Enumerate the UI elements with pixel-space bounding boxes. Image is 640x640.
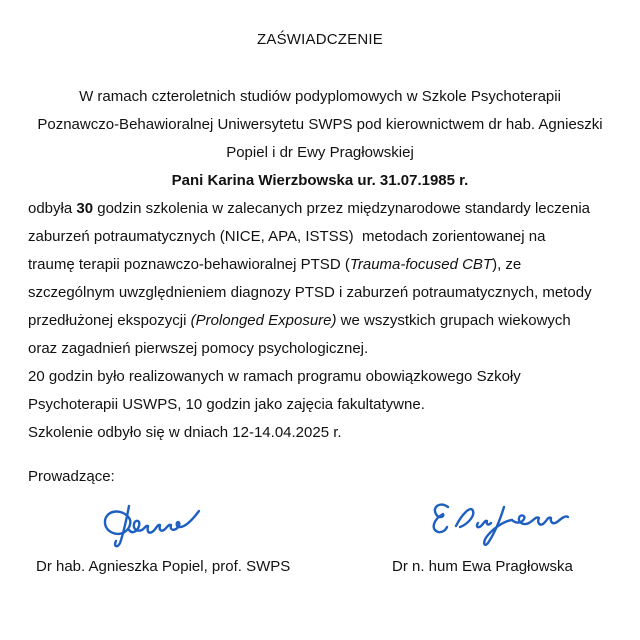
intro-paragraph xyxy=(24,83,616,195)
text-line: Szkolenie odbyło się w dniach 12-14.04.2025 r. xyxy=(28,424,342,441)
text-line: W ramach czteroletnich studiów podyplomowych w Szkole Psychoterapii xyxy=(79,88,561,105)
text-line: traumę terapii poznawczo-behawioralnej PTSD (Trauma-focused CBT), ze xyxy=(28,256,522,273)
text-line: Psychoterapii USWPS, 10 godzin jako zajęcia fakultatywne. xyxy=(28,396,425,413)
presenters-label: Prowadzące: xyxy=(28,468,115,485)
text-line: przedłużonej ekspozycji (Prolonged Exposure) we wszystkich grupach wiekowych xyxy=(28,312,571,329)
text-line: Pani Karina Wierzbowska ur. 31.07.1985 r. xyxy=(171,172,469,189)
popiel-signature-icon xyxy=(96,493,208,557)
text-line: Popiel i dr Ewy Pragłowskiej xyxy=(226,144,414,161)
body-paragraph xyxy=(28,195,626,447)
signatory-name-praglowska: Dr n. hum Ewa Pragłowska xyxy=(392,558,573,575)
signatory-name-popiel: Dr hab. Agnieszka Popiel, prof. SWPS xyxy=(36,558,291,575)
text-line: 20 godzin było realizowanych w ramach programu obowiązkowego Szkoły xyxy=(28,368,521,385)
praglowska-signature-icon xyxy=(426,496,572,554)
text-line: oraz zagadnień pierwszej pomocy psychologicznej. xyxy=(28,340,369,357)
document-title: ZAŚWIADCZENIE xyxy=(257,31,383,48)
text-line: odbyła 30 godzin szkolenia w zalecanych przez międzynarodowe standardy leczenia xyxy=(28,200,590,217)
text-line: zaburzeń potraumatycznych (NICE, APA, ISTSS) metodach zorientowanej na xyxy=(28,228,546,245)
text-line: Poznawczo-Behawioralnej Uniwersytetu SWPS pod kierownictwem dr hab. Agnieszki xyxy=(37,116,603,133)
text-line: szczególnym uwzględnieniem diagnozy PTSD i zaburzeń potraumatycznych, metody xyxy=(28,284,592,301)
